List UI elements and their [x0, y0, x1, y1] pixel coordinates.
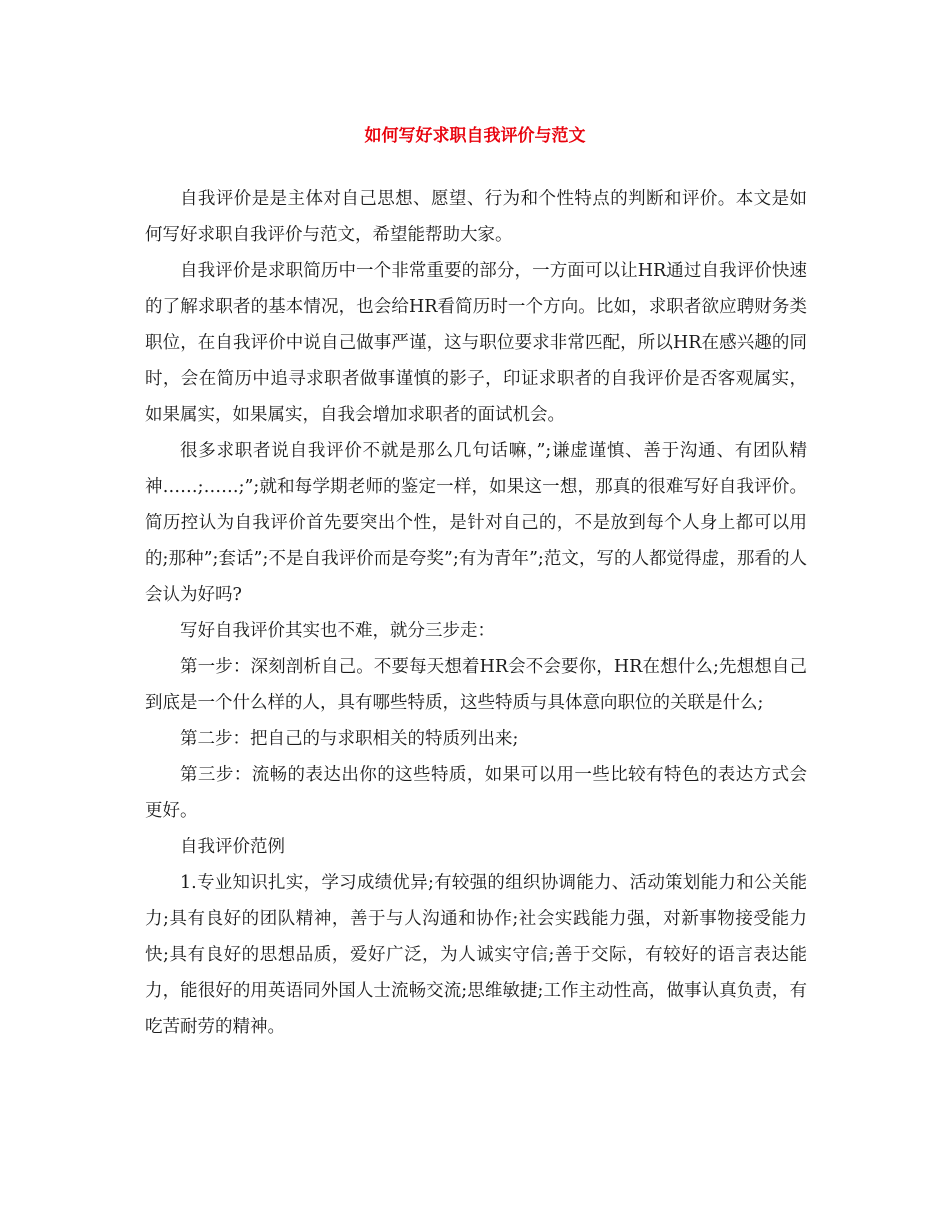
section-heading-examples: 自我评价范例	[180, 837, 285, 857]
document-body	[145, 181, 807, 1045]
paragraph-step-three: 第三步：流畅的表达出你的这些特质，如果可以用一些比较有特色的表达方式会更好。	[145, 765, 807, 821]
paragraph-example-1: 1.专业知识扎实，学习成绩优异;有较强的组织协调能力、活动策划能力和公关能力;具有良好的团队精神，善于与人沟通和协作;社会实践能力强，对新事物接受能力快;具有良好的思想品质，爱好广泛，为人诚实守信;善于交际，有较好的语言表达能力，能很好的用英语同外国人士流畅交流;思维敏捷;工作主动性高，做事认真负责，有吃苦耐劳的精神。	[145, 873, 807, 1037]
paragraph-three-steps: 写好自我评价其实也不难，就分三步走：	[180, 621, 495, 641]
paragraph-intro: 自我评价是是主体对自己思想、愿望、行为和个性特点的判断和评价。本文是如何写好求职自我评价与范文，希望能帮助大家。	[145, 189, 807, 245]
paragraph-common-mistake: 很多求职者说自我评价不就是那么几句话嘛，”;谦虚谨慎、善于沟通、有团队精神……;……;”;就和每学期老师的鉴定一样，如果这一想，那真的很难写好自我评价。简历控认为自我评价首先要突出个性，是针对自己的，不是放到每个人身上都可以用的;那种”;套话”;不是自我评价而是夸奖”;有为青年”;范文，写的人都觉得虚，那看的人会认为好吗?	[145, 441, 807, 605]
paragraph-step-two: 第二步：把自己的与求职相关的特质列出来;	[180, 729, 519, 749]
document-title: 如何写好求职自我评价与范文	[364, 126, 586, 146]
paragraph-importance: 自我评价是求职简历中一个非常重要的部分，一方面可以让HR通过自我评价快速的了解求职者的基本情况，也会给HR看简历时一个方向。比如，求职者欲应聘财务类职位，在自我评价中说自己做事严谨，这与职位要求非常匹配，所以HR在感兴趣的同时，会在简历中追寻求职者做事谨慎的影子，印证求职者的自我评价是否客观属实，如果属实，如果属实，自我会增加求职者的面试机会。	[145, 261, 807, 425]
paragraph-step-one: 第一步：深刻剖析自己。不要每天想着HR会不会要你，HR在想什么;先想想自己到底是一个什么样的人，具有哪些特质，这些特质与具体意向职位的关联是什么;	[145, 657, 807, 713]
